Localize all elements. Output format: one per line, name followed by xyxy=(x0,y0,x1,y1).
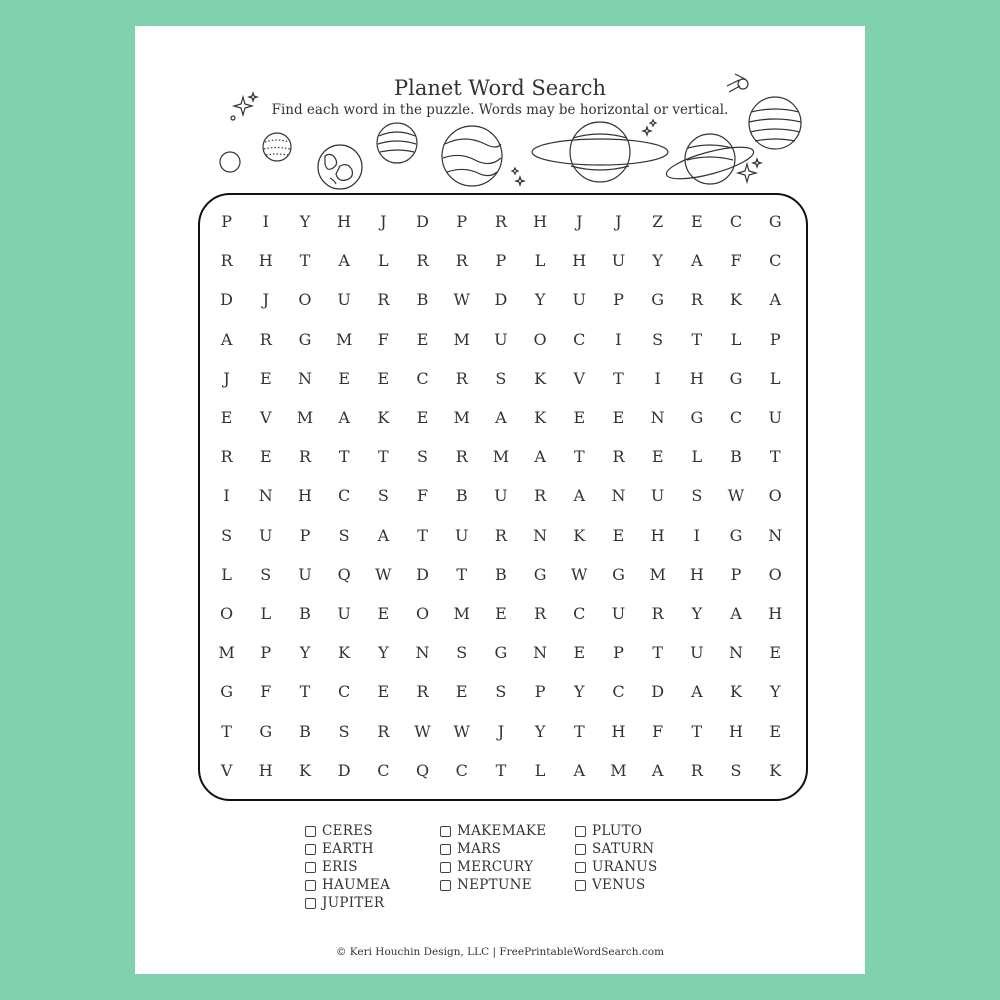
grid-letter: R xyxy=(455,368,468,388)
grid-letter: T xyxy=(338,447,350,467)
grid-letter: I xyxy=(615,329,622,349)
grid-letter: I xyxy=(654,368,661,388)
checkbox[interactable] xyxy=(305,826,316,837)
grid-letter: U xyxy=(768,408,782,428)
grid-letter: R xyxy=(220,447,233,467)
grid-letter: S xyxy=(495,682,507,702)
grid-letter: G xyxy=(533,564,547,584)
grid-letter: C xyxy=(612,682,625,702)
grid-letter: L xyxy=(534,760,546,780)
grid-letter: T xyxy=(417,525,428,545)
grid-letter: W xyxy=(571,564,588,584)
word-list-item xyxy=(440,876,575,894)
grid-letter: L xyxy=(769,368,781,388)
grid-letter: P xyxy=(495,251,507,271)
word-label: CERES xyxy=(322,823,373,839)
grid-letter: R xyxy=(494,212,507,232)
word-list-item xyxy=(575,840,710,858)
checkbox[interactable] xyxy=(575,826,586,837)
grid-letter: M xyxy=(453,408,470,428)
grid-letter: P xyxy=(221,212,232,232)
grid-letter: K xyxy=(730,682,742,702)
grid-letter: E xyxy=(377,682,390,702)
grid-letter: J xyxy=(497,721,505,741)
grid-letter: E xyxy=(691,212,703,232)
grid-letter: B xyxy=(416,290,429,310)
grid-letter: J xyxy=(223,368,230,388)
grid-letter: K xyxy=(534,408,547,428)
grid-letter: K xyxy=(534,368,547,388)
grid-letter: T xyxy=(456,564,468,584)
grid-letter: W xyxy=(453,290,470,310)
grid-letter: P xyxy=(613,290,624,310)
grid-letter: C xyxy=(338,486,351,506)
grid-letter: F xyxy=(377,329,389,349)
grid-letter: K xyxy=(573,525,586,545)
word-column xyxy=(440,822,575,912)
word-list-item xyxy=(575,858,710,876)
grid-letter: K xyxy=(730,290,742,310)
grid-letter: H xyxy=(689,368,704,388)
grid-letter: H xyxy=(533,212,548,232)
grid-letter: N xyxy=(258,486,273,506)
grid-letter: F xyxy=(730,251,742,271)
word-label: ERIS xyxy=(322,859,358,875)
grid-letter: D xyxy=(337,760,351,780)
grid-letter: S xyxy=(456,643,468,663)
grid-letter: D xyxy=(416,564,429,584)
grid-letter: Y xyxy=(299,212,311,232)
grid-letter: T xyxy=(299,682,311,702)
grid-letter: G xyxy=(729,368,743,388)
grid-letter: R xyxy=(690,290,703,310)
grid-letter: I xyxy=(693,525,700,545)
grid-letter: R xyxy=(651,603,664,623)
grid-letter: R xyxy=(377,721,390,741)
grid-letter: A xyxy=(377,525,390,545)
grid-letter: C xyxy=(416,368,429,388)
grid-letter: Y xyxy=(378,643,389,663)
grid-letter: U xyxy=(611,603,626,623)
grid-letter: T xyxy=(299,251,311,271)
grid-letter: H xyxy=(650,525,665,545)
grid-letter: U xyxy=(337,603,351,623)
grid-letter: A xyxy=(220,329,233,349)
grid-letter: S xyxy=(495,368,507,388)
grid-letter: E xyxy=(651,447,664,467)
grid-letter: U xyxy=(611,251,626,271)
grid-letter: T xyxy=(573,447,585,467)
word-list xyxy=(305,822,710,912)
grid-letter: C xyxy=(729,212,743,232)
grid-letter: D xyxy=(494,290,508,310)
grid-letter: K xyxy=(769,760,782,780)
grid-letter: E xyxy=(612,408,625,428)
sparkle-icon xyxy=(738,164,756,182)
grid-letter: S xyxy=(221,525,233,545)
grid-letter: F xyxy=(652,721,664,741)
grid-letter: E xyxy=(377,603,390,623)
grid-letter: D xyxy=(651,682,665,702)
grid-letter: E xyxy=(612,525,625,545)
word-label: NEPTUNE xyxy=(457,877,532,893)
checkbox[interactable] xyxy=(575,844,586,855)
checkbox[interactable] xyxy=(440,862,451,873)
grid-letter: J xyxy=(615,212,622,232)
grid-letter: E xyxy=(416,408,429,428)
grid-letter: T xyxy=(691,329,703,349)
grid-letter: T xyxy=(652,643,663,663)
grid-letter: H xyxy=(768,603,783,623)
grid-letter: A xyxy=(651,760,664,780)
word-list-item xyxy=(305,876,440,894)
grid-letter: J xyxy=(262,290,269,310)
grid-letter: J xyxy=(380,212,387,232)
word-label: VENUS xyxy=(592,877,646,893)
worksheet-page xyxy=(135,26,865,974)
grid-letter: Y xyxy=(534,290,546,310)
grid-letter: S xyxy=(338,721,350,741)
grid-letter: U xyxy=(337,290,351,310)
grid-letter: P xyxy=(299,525,311,545)
grid-letter: M xyxy=(610,760,627,780)
checkbox[interactable] xyxy=(305,862,316,873)
grid-letter: E xyxy=(416,329,429,349)
grid-letter: C xyxy=(729,408,743,428)
grid-letter: G xyxy=(220,682,233,702)
ringed-planet-icon xyxy=(664,134,757,185)
grid-letter: R xyxy=(455,447,468,467)
grid-letter: B xyxy=(730,447,742,467)
checkbox[interactable] xyxy=(575,862,586,873)
grid-letter: R xyxy=(690,760,703,780)
grid-letter: O xyxy=(768,486,782,506)
grid-letter: T xyxy=(769,447,781,467)
grid-letter: W xyxy=(727,486,745,506)
grid-letter: A xyxy=(769,290,781,310)
checkbox[interactable] xyxy=(440,826,451,837)
grid-letter: N xyxy=(768,525,783,545)
grid-letter: U xyxy=(690,643,704,663)
grid-letter: W xyxy=(414,721,431,741)
grid-letter: S xyxy=(652,329,664,349)
grid-letter: R xyxy=(377,290,390,310)
grid-letter: U xyxy=(494,486,508,506)
word-list-item xyxy=(440,822,575,840)
grid-letter: E xyxy=(259,447,272,467)
grid-letter: G xyxy=(494,643,508,663)
grid-letter: C xyxy=(769,251,782,271)
word-list-item xyxy=(305,894,440,912)
grid-letter: U xyxy=(454,525,469,545)
grid-letter: S xyxy=(260,564,272,584)
striped-planet-icon xyxy=(377,123,417,163)
grid-letter: Y xyxy=(652,251,663,271)
grid-letter: C xyxy=(338,682,351,702)
grid-letter: T xyxy=(573,721,585,741)
grid-letter: L xyxy=(260,603,272,623)
grid-letter: Y xyxy=(574,682,585,702)
grid-letter: M xyxy=(296,408,314,428)
grid-letter: A xyxy=(338,251,350,271)
grid-letter: I xyxy=(262,212,269,232)
grid-letter: B xyxy=(299,603,311,623)
grid-letter: T xyxy=(378,447,389,467)
grid-letter: P xyxy=(730,564,742,584)
grid-letter: O xyxy=(220,603,234,623)
grid-letter: U xyxy=(572,290,587,310)
grid-letter: N xyxy=(533,525,548,545)
grid-letter: G xyxy=(768,212,782,232)
grid-letter: B xyxy=(455,486,468,506)
checkbox[interactable] xyxy=(575,880,586,891)
grid-letter: S xyxy=(377,486,389,506)
grid-letter: T xyxy=(221,721,232,741)
grid-letter: A xyxy=(691,682,703,702)
grid-letter: G xyxy=(729,525,743,545)
grid-letter: E xyxy=(455,682,468,702)
grid-letter: R xyxy=(416,682,429,702)
small-planet-icon xyxy=(220,152,240,172)
instructions: Find each word in the puzzle. Words may be horizontal or vertical. xyxy=(271,102,729,118)
grid-letter: W xyxy=(375,564,392,584)
grid-letter: U xyxy=(650,486,665,506)
dotted-planet-icon xyxy=(263,133,291,161)
grid-letter: N xyxy=(533,643,548,663)
sparkle-icon xyxy=(753,159,761,167)
grid-letter: R xyxy=(298,447,311,467)
grid-letter: M xyxy=(453,329,470,349)
grid-letter: N xyxy=(611,486,626,506)
grid-letter: T xyxy=(691,721,703,741)
page-title: Planet Word Search xyxy=(393,76,607,100)
grid-letter: H xyxy=(337,212,352,232)
grid-letter: E xyxy=(769,643,782,663)
grid-letter: Y xyxy=(534,721,546,741)
sparkle-icon xyxy=(516,177,524,185)
grid-letter: V xyxy=(260,408,272,428)
word-list-item xyxy=(440,858,575,876)
grid-letter: E xyxy=(769,721,782,741)
grid-letter: G xyxy=(259,721,273,741)
grid-letter: H xyxy=(611,721,626,741)
grid-letter: N xyxy=(297,368,312,388)
grid-letter: A xyxy=(534,447,546,467)
grid-letter: E xyxy=(573,643,586,663)
grid-letter: E xyxy=(259,368,272,388)
grid-letter: N xyxy=(729,643,744,663)
checkbox[interactable] xyxy=(440,844,451,855)
grid-letter: C xyxy=(573,329,586,349)
word-column xyxy=(575,822,710,912)
grid-letter: H xyxy=(258,760,273,780)
word-label: JUPITER xyxy=(322,895,385,911)
word-label: MARS xyxy=(457,841,502,857)
grid-letter: P xyxy=(534,682,546,702)
grid-letter: D xyxy=(416,212,429,232)
copyright-footer: © Keri Houchin Design, LLC | FreePrintableWordSearch.com xyxy=(335,946,665,958)
grid-letter: A xyxy=(495,408,507,428)
grid-letter: M xyxy=(649,564,666,584)
grid-letter: O xyxy=(298,290,312,310)
grid-letter: C xyxy=(455,760,468,780)
word-list-item xyxy=(575,876,710,894)
grid-letter: M xyxy=(453,603,470,623)
grid-letter: M xyxy=(218,643,235,663)
grid-letter: U xyxy=(259,525,273,545)
grid-letter: R xyxy=(416,251,429,271)
sparkle-icon xyxy=(650,120,656,126)
grid-letter: Y xyxy=(299,643,311,663)
grid-letter: P xyxy=(769,329,781,349)
grid-letter: J xyxy=(576,212,583,232)
grid-letter: K xyxy=(377,408,390,428)
word-label: URANUS xyxy=(592,859,658,875)
grid-letter: R xyxy=(494,525,507,545)
grid-letter: E xyxy=(573,408,586,428)
word-list-item xyxy=(305,858,440,876)
grid-letter: O xyxy=(415,603,430,623)
word-label: PLUTO xyxy=(592,823,643,839)
grid-letter: Q xyxy=(337,564,351,584)
grid-letter: N xyxy=(415,643,430,663)
word-label: MAKEMAKE xyxy=(457,823,547,839)
grid-letter: E xyxy=(495,603,507,623)
earth-icon xyxy=(318,145,362,189)
grid-letter: C xyxy=(377,760,390,780)
word-list-item xyxy=(440,840,575,858)
grid-letter: O xyxy=(768,564,782,584)
grid-letter: K xyxy=(298,760,311,780)
grid-letter: R xyxy=(259,329,272,349)
word-column xyxy=(305,822,440,912)
sparkle-icon xyxy=(643,127,651,135)
grid-letter: S xyxy=(338,525,350,545)
grid-letter: V xyxy=(573,368,586,388)
grid-letter: G xyxy=(612,564,625,584)
grid-letter: A xyxy=(573,486,586,506)
grid-letter: H xyxy=(689,564,704,584)
grid-letter: F xyxy=(416,486,429,506)
letter-grid xyxy=(207,202,795,790)
grid-letter: R xyxy=(612,447,625,467)
grid-letter: S xyxy=(691,486,703,506)
grid-letter: D xyxy=(220,290,233,310)
grid-letter: W xyxy=(453,721,470,741)
checkbox[interactable] xyxy=(305,880,316,891)
grid-letter: A xyxy=(730,603,742,623)
grid-letter: P xyxy=(456,212,468,232)
marbled-planet-icon xyxy=(442,126,502,186)
grid-letter: Z xyxy=(652,212,664,232)
grid-letter: H xyxy=(258,251,273,271)
grid-letter: M xyxy=(492,447,510,467)
grid-letter: B xyxy=(299,721,311,741)
grid-letter: L xyxy=(730,329,742,349)
grid-letter: E xyxy=(377,368,390,388)
word-label: HAUMEA xyxy=(322,877,391,893)
checkbox[interactable] xyxy=(305,898,316,909)
grid-letter: L xyxy=(534,251,546,271)
grid-letter: R xyxy=(534,603,547,623)
grid-letter: G xyxy=(690,408,704,428)
grid-letter: L xyxy=(691,447,703,467)
grid-letter: L xyxy=(378,251,389,271)
word-list-item xyxy=(305,822,440,840)
grid-letter: E xyxy=(338,368,350,388)
saturn-icon xyxy=(532,122,668,182)
grid-letter: U xyxy=(494,329,508,349)
grid-letter: G xyxy=(651,290,665,310)
grid-letter: M xyxy=(335,329,353,349)
checkbox[interactable] xyxy=(305,844,316,855)
word-list-item xyxy=(575,822,710,840)
grid-letter: R xyxy=(534,486,547,506)
grid-letter: B xyxy=(495,564,507,584)
grid-letter: T xyxy=(495,760,507,780)
grid-letter: N xyxy=(650,408,665,428)
checkbox[interactable] xyxy=(440,880,451,891)
word-list-item xyxy=(305,840,440,858)
grid-letter: V xyxy=(220,760,233,780)
grid-letter: E xyxy=(220,408,233,428)
grid-letter: Y xyxy=(769,682,781,702)
grid-letter: S xyxy=(417,447,429,467)
grid-letter: P xyxy=(613,643,624,663)
grid-letter: Y xyxy=(691,603,703,623)
sparkle-icon xyxy=(512,168,518,174)
word-label: EARTH xyxy=(322,841,374,857)
grid-letter: A xyxy=(573,760,586,780)
grid-letter: Q xyxy=(415,760,430,780)
grid-letter: S xyxy=(730,760,742,780)
grid-letter: F xyxy=(260,682,272,702)
word-label: MERCURY xyxy=(457,859,534,875)
grid-letter: P xyxy=(260,643,272,663)
grid-letter: T xyxy=(613,368,624,388)
grid-letter: I xyxy=(223,486,230,506)
grid-letter: O xyxy=(533,329,547,349)
grid-letter: H xyxy=(572,251,587,271)
grid-letter: C xyxy=(573,603,586,623)
grid-letter: H xyxy=(297,486,312,506)
grid-letter: A xyxy=(691,251,703,271)
grid-letter: G xyxy=(298,329,312,349)
grid-letter: A xyxy=(338,408,350,428)
grid-letter: L xyxy=(221,564,232,584)
grid-letter: H xyxy=(729,721,743,741)
word-label: SATURN xyxy=(592,841,655,857)
grid-letter: R xyxy=(455,251,468,271)
grid-letter: U xyxy=(298,564,312,584)
grid-letter: R xyxy=(220,251,233,271)
grid-letter: K xyxy=(338,643,351,663)
